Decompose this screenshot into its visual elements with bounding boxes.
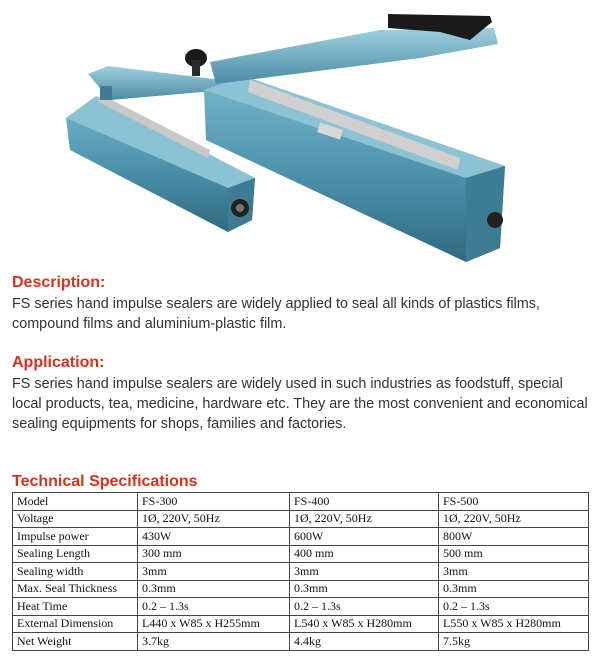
- impulse-sealers-illustration: [0, 0, 600, 268]
- spec-value: 600W: [290, 528, 439, 546]
- spec-value: 1Ø, 220V, 50Hz: [290, 510, 439, 528]
- spec-value: FS-300: [138, 493, 290, 511]
- spec-value: 400 mm: [290, 545, 439, 563]
- spec-value: 0.2 – 1.3s: [138, 598, 290, 616]
- application-line: local products, tea, medicine, hardware etc. They are the most convenient and economical: [12, 396, 588, 412]
- table-row: [13, 510, 589, 528]
- spec-value: 3.7kg: [138, 633, 290, 651]
- table-row: [13, 580, 589, 598]
- spec-value: 0.3mm: [439, 580, 589, 598]
- spec-value: 0.2 – 1.3s: [290, 598, 439, 616]
- spec-value: FS-400: [290, 493, 439, 511]
- application-text: [12, 374, 594, 434]
- spec-value: FS-500: [439, 493, 589, 511]
- spec-value: 3mm: [138, 563, 290, 581]
- spec-label: Net Weight: [13, 633, 138, 651]
- spec-label: Impulse power: [13, 528, 138, 546]
- spec-value: 3mm: [439, 563, 589, 581]
- table-row: [13, 615, 589, 633]
- product-photo: [0, 0, 600, 268]
- spec-value: 7.5kg: [439, 633, 589, 651]
- table-row: [13, 633, 589, 651]
- spec-value: L550 x W85 x H280mm: [439, 615, 589, 633]
- spec-value: 1Ø, 220V, 50Hz: [439, 510, 589, 528]
- table-row: [13, 528, 589, 546]
- specifications-heading: Technical Specifications: [12, 473, 198, 490]
- spec-value: 0.3mm: [290, 580, 439, 598]
- spec-value: 4.4kg: [290, 633, 439, 651]
- table-row: [13, 598, 589, 616]
- application-heading: Application:: [12, 354, 105, 371]
- description-text: [12, 294, 594, 334]
- spec-label: External Dimension: [13, 615, 138, 633]
- spec-value: L440 x W85 x H255mm: [138, 615, 290, 633]
- spec-label: Model: [13, 493, 138, 511]
- description-line: compound films and aluminium-plastic film.: [12, 316, 287, 332]
- spec-value: 300 mm: [138, 545, 290, 563]
- spec-label: Heat Time: [13, 598, 138, 616]
- description-heading: Description:: [12, 274, 106, 291]
- application-line: FS series hand impulse sealers are widely used in such industries as foodstuff, special: [12, 376, 563, 392]
- description-line: FS series hand impulse sealers are widely applied to seal all kinds of plastics films,: [12, 296, 540, 312]
- table-row: [13, 493, 589, 511]
- spec-value: 800W: [439, 528, 589, 546]
- spec-value: 0.3mm: [138, 580, 290, 598]
- spec-label: Max. Seal Thickness: [13, 580, 138, 598]
- spec-value: 500 mm: [439, 545, 589, 563]
- spec-value: 0.2 – 1.3s: [439, 598, 589, 616]
- spec-value: L540 x W85 x H280mm: [290, 615, 439, 633]
- table-row: [13, 563, 589, 581]
- spec-label: Sealing width: [13, 563, 138, 581]
- table-row: [13, 545, 589, 563]
- spec-value: 1Ø, 220V, 50Hz: [138, 510, 290, 528]
- spec-label: Voltage: [13, 510, 138, 528]
- spec-value: 430W: [138, 528, 290, 546]
- spec-value: 3mm: [290, 563, 439, 581]
- specifications-table: [12, 492, 589, 651]
- spec-label: Sealing Length: [13, 545, 138, 563]
- application-line: sealing equipments for shops, families and factories.: [12, 416, 347, 432]
